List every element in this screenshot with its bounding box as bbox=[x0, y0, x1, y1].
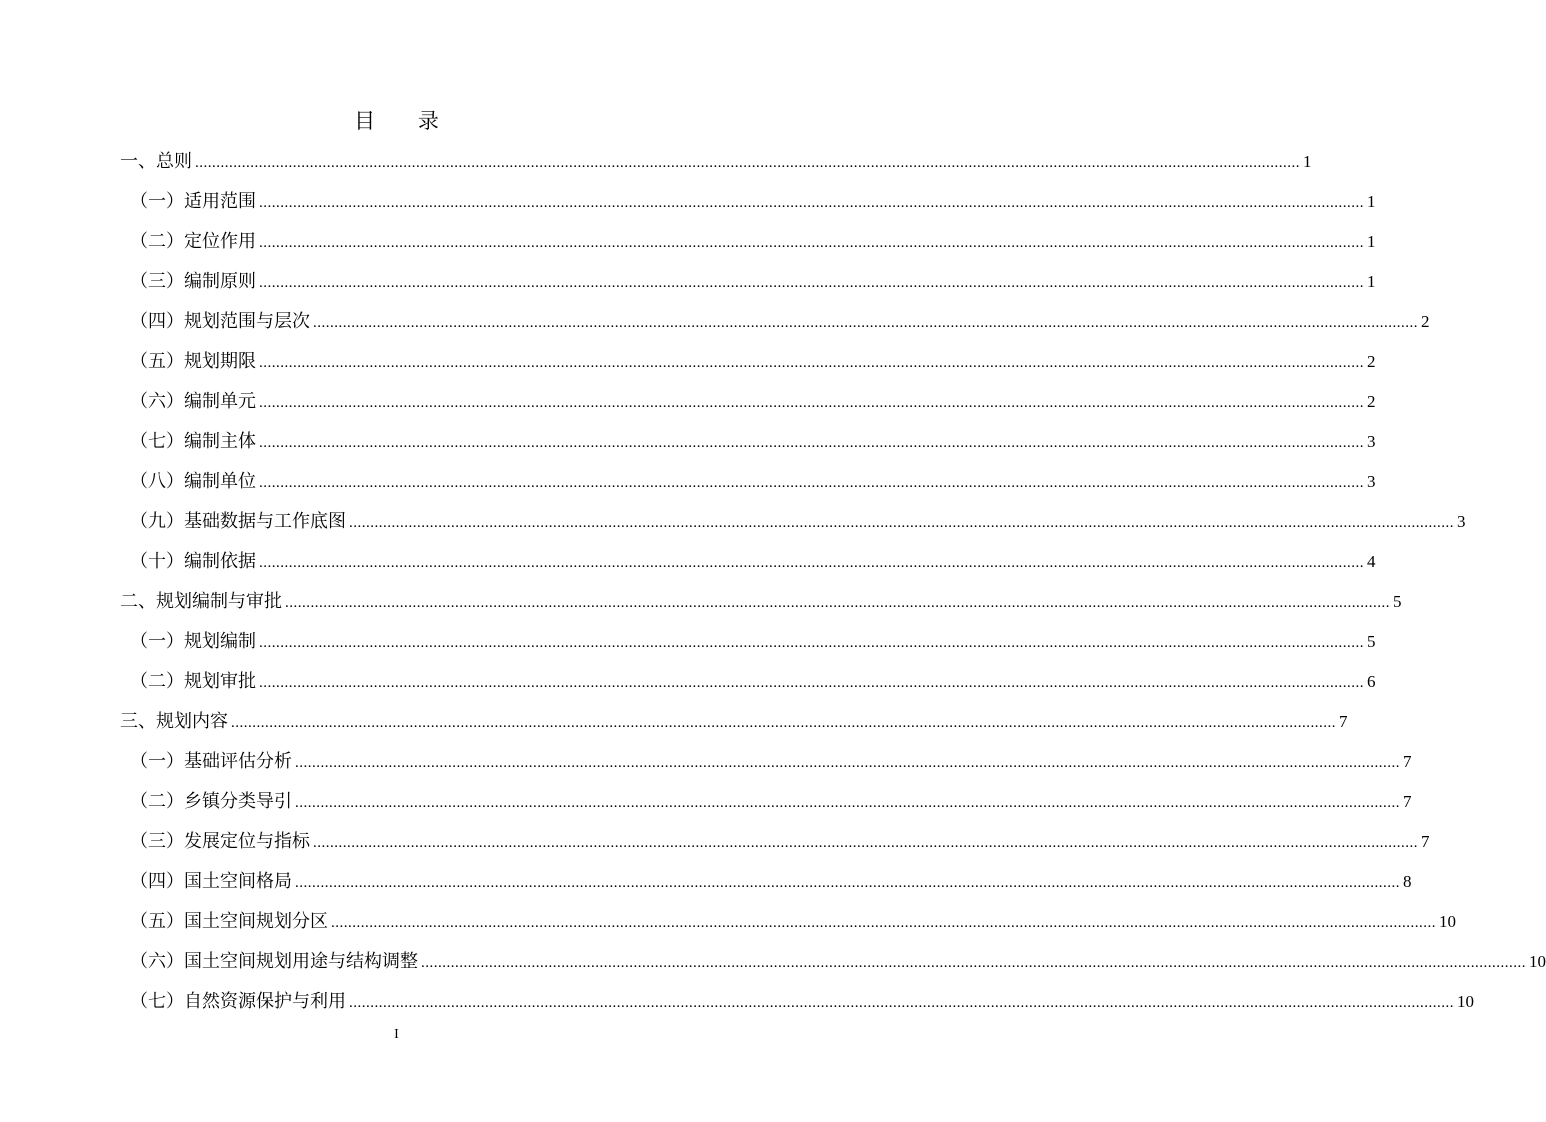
toc-entry-label: （四）国土空间格局 bbox=[130, 871, 292, 892]
toc-dot-leader: .................................................................................................................................................................................................................................................................... bbox=[349, 515, 1454, 531]
toc-dot-leader: .................................................................................................................................................................................................................................................................... bbox=[313, 835, 1418, 851]
toc-entry-page-number: 3 bbox=[1457, 512, 1466, 531]
toc-dot-leader: .................................................................................................................................................................................................................................................................... bbox=[259, 395, 1364, 411]
toc-entry-page-number: 1 bbox=[1367, 192, 1376, 211]
toc-entry-label: （七）编制主体 bbox=[130, 431, 256, 452]
toc-dot-leader: .................................................................................................................................................................................................................................................................... bbox=[259, 355, 1364, 371]
toc-dot-leader: .................................................................................................................................................................................................................................................................... bbox=[259, 555, 1364, 571]
toc-entry-label: （一）基础评估分析 bbox=[130, 751, 292, 772]
toc-entry[interactable] bbox=[130, 628, 1376, 656]
toc-entry[interactable] bbox=[120, 588, 1402, 616]
toc-entry[interactable] bbox=[120, 708, 1348, 736]
toc-dot-leader: .................................................................................................................................................................................................................................................................... bbox=[259, 275, 1364, 291]
toc-entry[interactable] bbox=[130, 988, 1474, 1016]
toc-entry-label: （六）国土空间规划用途与结构调整 bbox=[130, 951, 418, 972]
toc-entry-label: （二）乡镇分类导引 bbox=[130, 791, 292, 812]
toc-entry-page-number: 8 bbox=[1403, 872, 1412, 891]
toc-entry-label: （八）编制单位 bbox=[130, 471, 256, 492]
toc-entry[interactable] bbox=[130, 348, 1376, 376]
toc-entry[interactable] bbox=[130, 228, 1376, 256]
toc-entry[interactable] bbox=[130, 268, 1376, 296]
toc-entry-label: （九）基础数据与工作底图 bbox=[130, 511, 346, 532]
toc-entry-page-number: 3 bbox=[1367, 472, 1376, 491]
toc-entry[interactable] bbox=[130, 828, 1430, 856]
toc-entry-page-number: 6 bbox=[1367, 672, 1376, 691]
toc-dot-leader: .................................................................................................................................................................................................................................................................... bbox=[259, 435, 1364, 451]
toc-entry-label: （一）适用范围 bbox=[130, 191, 256, 212]
toc-entry-page-number: 4 bbox=[1367, 552, 1376, 571]
toc-entry-label: （三）编制原则 bbox=[130, 271, 256, 292]
toc-entry-label: （一）规划编制 bbox=[130, 631, 256, 652]
toc-entry[interactable] bbox=[130, 548, 1376, 576]
toc-entry-page-number: 10 bbox=[1457, 992, 1474, 1011]
toc-dot-leader: .................................................................................................................................................................................................................................................................... bbox=[295, 875, 1400, 891]
toc-entry-page-number: 1 bbox=[1303, 152, 1312, 171]
toc-entry-label: 二、规划编制与审批 bbox=[120, 591, 282, 612]
toc-entry-page-number: 1 bbox=[1367, 272, 1376, 291]
toc-dot-leader: .................................................................................................................................................................................................................................................................... bbox=[313, 315, 1418, 331]
toc-entry[interactable] bbox=[130, 308, 1430, 336]
toc-entry-page-number: 7 bbox=[1403, 752, 1412, 771]
toc-entry[interactable] bbox=[130, 508, 1466, 536]
toc-entry-label: （五）国土空间规划分区 bbox=[130, 911, 328, 932]
toc-entry[interactable] bbox=[130, 748, 1412, 776]
toc-entry-page-number: 10 bbox=[1529, 952, 1546, 971]
toc-entry-page-number: 2 bbox=[1367, 352, 1376, 371]
toc-entry[interactable] bbox=[130, 428, 1376, 456]
toc-entry-label: （二）定位作用 bbox=[130, 231, 256, 252]
toc-dot-leader: .................................................................................................................................................................................................................................................................... bbox=[231, 715, 1336, 731]
toc-entry-page-number: 5 bbox=[1393, 592, 1402, 611]
toc-entry-page-number: 10 bbox=[1439, 912, 1456, 931]
toc-entry-label: （三）发展定位与指标 bbox=[130, 831, 310, 852]
toc-entry-label: 三、规划内容 bbox=[120, 711, 228, 732]
toc-dot-leader: .................................................................................................................................................................................................................................................................... bbox=[331, 915, 1436, 931]
toc-entry-label: （七）自然资源保护与利用 bbox=[130, 991, 346, 1012]
footer-page-number: I bbox=[394, 1027, 399, 1042]
toc-dot-leader: .................................................................................................................................................................................................................................................................... bbox=[259, 235, 1364, 251]
toc-entry[interactable] bbox=[130, 388, 1376, 416]
toc-entry[interactable] bbox=[130, 188, 1376, 216]
toc-dot-leader: .................................................................................................................................................................................................................................................................... bbox=[295, 755, 1400, 771]
toc-dot-leader: .................................................................................................................................................................................................................................................................... bbox=[295, 795, 1400, 811]
toc-entry[interactable] bbox=[130, 868, 1412, 896]
toc-entry-page-number: 7 bbox=[1421, 832, 1430, 851]
toc-entry-label: 一、总则 bbox=[120, 151, 192, 172]
toc-entry-page-number: 2 bbox=[1367, 392, 1376, 411]
toc-entry-page-number: 1 bbox=[1367, 232, 1376, 251]
toc-entry-label: （六）编制单元 bbox=[130, 391, 256, 412]
toc-dot-leader: .................................................................................................................................................................................................................................................................... bbox=[195, 155, 1300, 171]
toc-entry-page-number: 3 bbox=[1367, 432, 1376, 451]
toc-entry-label: （十）编制依据 bbox=[130, 551, 256, 572]
toc-entry-page-number: 7 bbox=[1339, 712, 1348, 731]
toc-entry[interactable] bbox=[130, 668, 1376, 696]
toc-entry[interactable] bbox=[120, 148, 1312, 176]
toc-dot-leader: .................................................................................................................................................................................................................................................................... bbox=[259, 635, 1364, 651]
toc-entry-page-number: 5 bbox=[1367, 632, 1376, 651]
toc-entry[interactable] bbox=[130, 908, 1456, 936]
toc-entry-page-number: 7 bbox=[1403, 792, 1412, 811]
toc-dot-leader: .................................................................................................................................................................................................................................................................... bbox=[259, 475, 1364, 491]
toc-entry[interactable] bbox=[130, 788, 1412, 816]
toc-entry-label: （五）规划期限 bbox=[130, 351, 256, 372]
toc-dot-leader: .................................................................................................................................................................................................................................................................... bbox=[259, 195, 1364, 211]
toc-entry-label: （四）规划范围与层次 bbox=[130, 311, 310, 332]
toc-dot-leader: .................................................................................................................................................................................................................................................................... bbox=[421, 955, 1526, 971]
toc-entry-page-number: 2 bbox=[1421, 312, 1430, 331]
page-title: 目 录 bbox=[354, 109, 457, 133]
toc-dot-leader: .................................................................................................................................................................................................................................................................... bbox=[285, 595, 1390, 611]
toc-entry[interactable] bbox=[130, 948, 1546, 976]
toc-entry[interactable] bbox=[130, 468, 1376, 496]
toc-dot-leader: .................................................................................................................................................................................................................................................................... bbox=[259, 675, 1364, 691]
toc-entry-label: （二）规划审批 bbox=[130, 671, 256, 692]
toc-dot-leader: .................................................................................................................................................................................................................................................................... bbox=[349, 995, 1454, 1011]
